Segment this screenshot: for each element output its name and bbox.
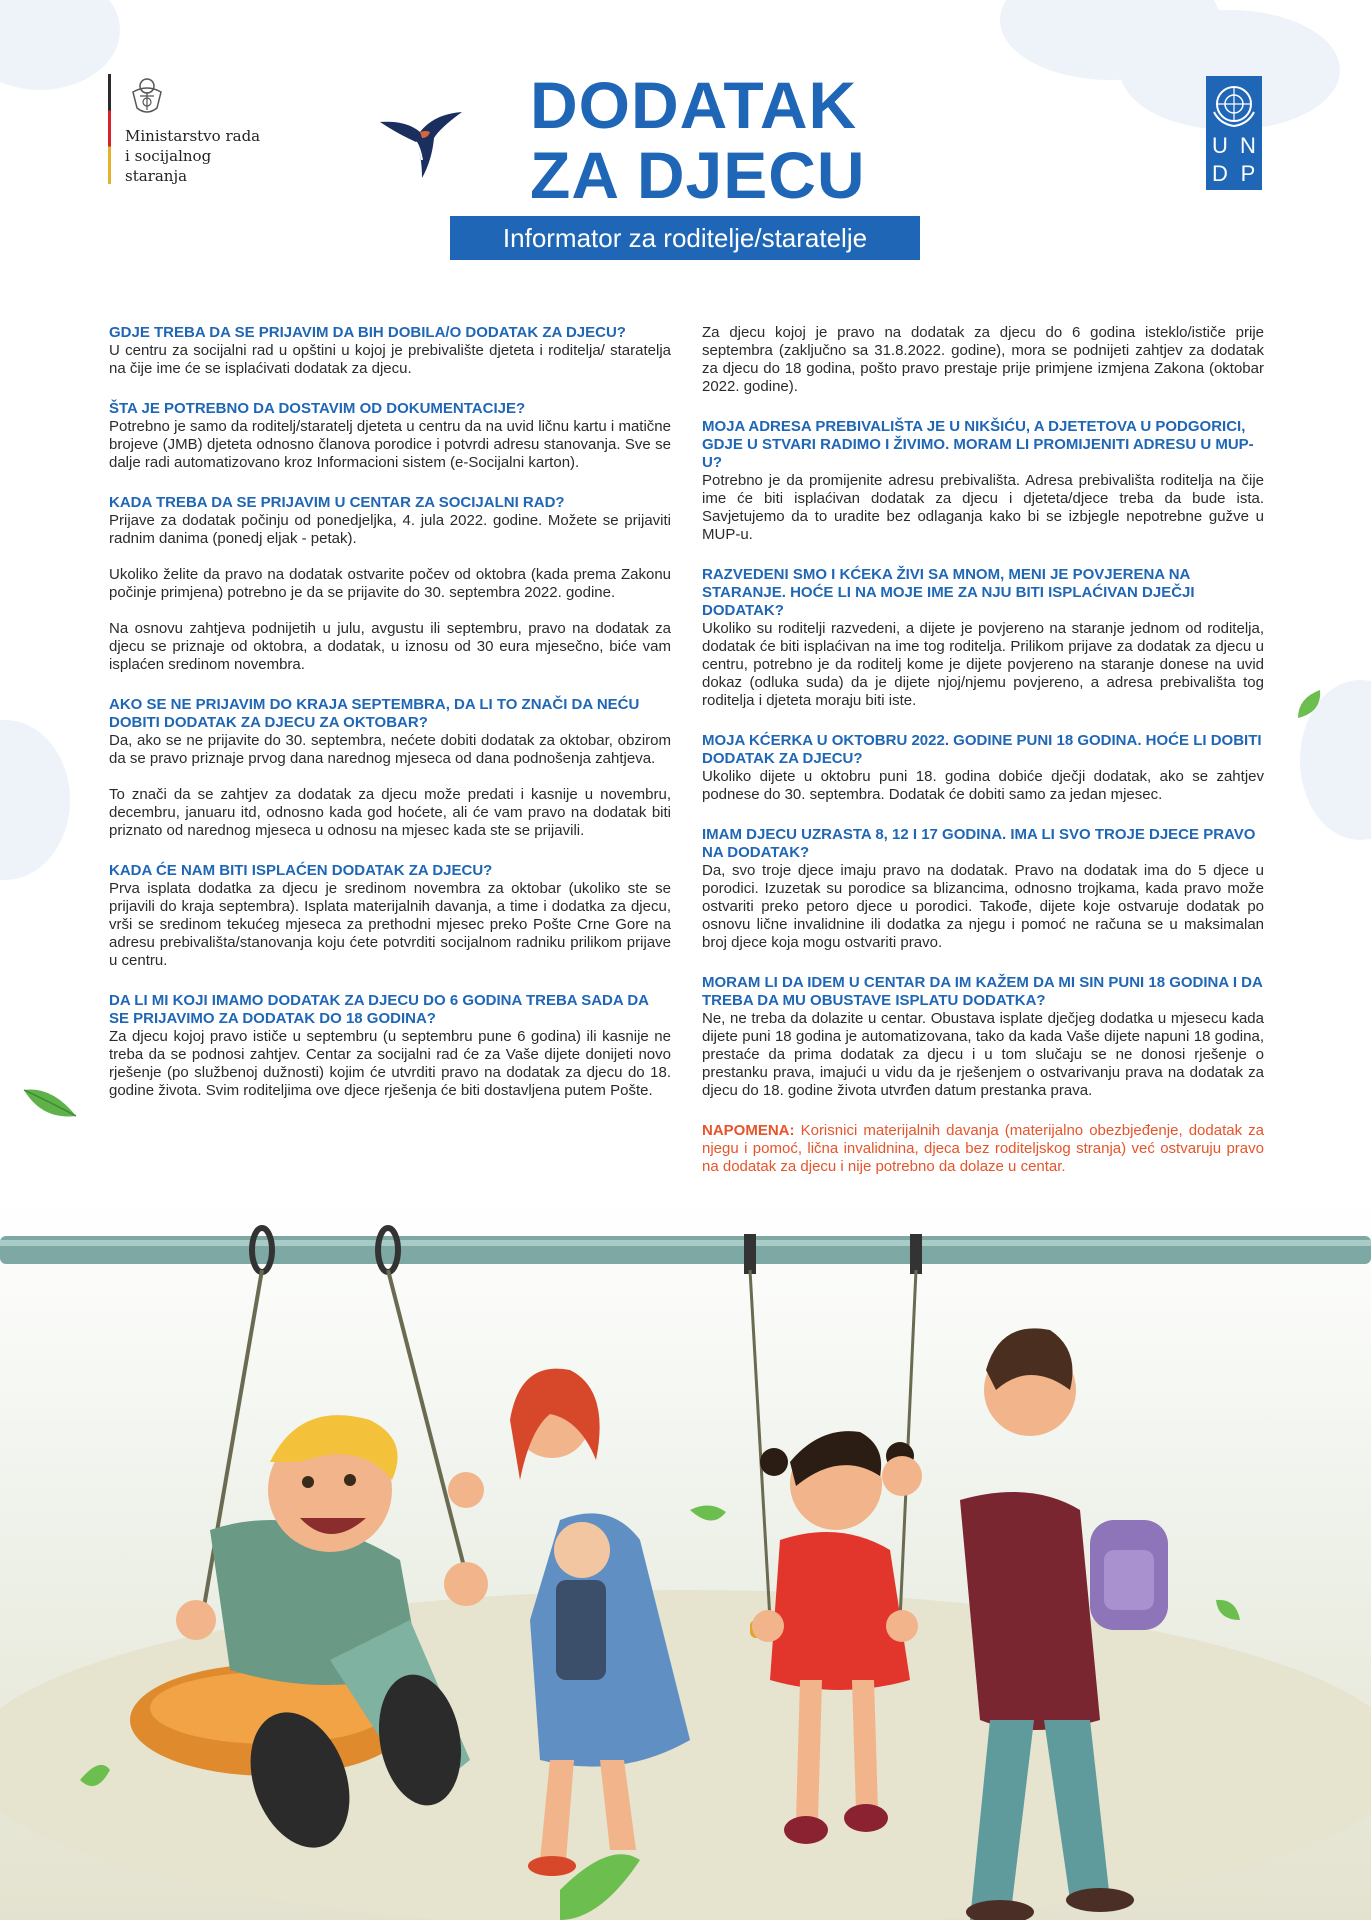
undp-letter: N xyxy=(1240,133,1256,158)
faq-answer: Na osnovu zahtjeva podnijetih u julu, avgustu ili septembru, pravo na dodatak za djecu se priznaje od oktobra, a dodatak, u iznosu od 30 eura mjesečno, biće vam isplaćen sredinom novembra. xyxy=(109,620,671,673)
faq-section xyxy=(702,826,1264,952)
faq-answer: Da, svo troje djece imaju pravo na dodatak. Pravo na dodatak ima do 5 djece u porodici. Izuzetak su porodice sa blizancima, odnosno trojkama, kada pravo može ostvariti preko petoro djece u porodici. Takođe, dijete koje ostvaruje dodatak po osnovu lične invalidnine ili dodatka za njegu i pomoć ne računa se u maksimalan broj djece koja mogu ostvariti pravo. xyxy=(702,862,1264,951)
faq-question: RAZVEDENI SMO I KĆEKA ŽIVI SA MNOM, MENI JE POVJERENA NA STARANJE. HOĆE LI NA MOJE IME ZA NJU BITI ISPLAĆIVAN DJEČJI DODATAK? xyxy=(702,566,1195,619)
faq-question: MOJA KĆERKA U OKTOBRU 2022. GODINE PUNI 18 GODINA. HOĆE LI DOBITI DODATAK ZA DJECU? xyxy=(702,732,1262,767)
faq-answer: Za djecu kojoj je pravo na dodatak za djecu do 6 godina isteklo/ističe prije septembra (zaključno sa 31.8.2022. godine), mora se podnijeti zahtjev za dodatak za djecu do 18 godina, pošto pravo prestaje prije primjene izmjena Zakona (oktobar 2022. godine). xyxy=(702,324,1264,395)
faq-question: GDJE TREBA DA SE PRIJAVIM DA BIH DOBILA/O DODATAK ZA DJECU? xyxy=(109,324,626,341)
faq-section xyxy=(109,494,671,674)
undp-letter: P xyxy=(1240,161,1256,186)
faq-section xyxy=(702,324,1264,396)
faq-answer: Potrebno je da promijenite adresu prebivališta. Adresa prebivališta roditelja na čije ime će biti isplaćivan dodatak za djecu i djeteta/djece treba da bude ista. Savjetujemo da to uradite bez odlaganja kako bi se izbjegle nepotrebne gužve u MUP-u. xyxy=(702,472,1264,543)
ministry-name: Ministarstvo rada i socijalnog staranja xyxy=(125,127,261,185)
left-column xyxy=(109,324,671,1122)
faq-section xyxy=(109,992,671,1100)
title-line-2: ZA DJECU xyxy=(530,138,866,212)
faq-section xyxy=(109,862,671,970)
faq-section xyxy=(109,400,671,472)
note-label: NAPOMENA: xyxy=(702,1122,795,1139)
faq-section xyxy=(109,696,671,840)
undp-logo xyxy=(1206,76,1262,190)
leaf-icon xyxy=(22,1086,78,1120)
family-swing-illustration xyxy=(0,1200,1371,1920)
faq-answer: Ukoliko želite da pravo na dodatak ostvarite počev od oktobra (kada prema Zakonu počinje primjena) potrebno je da se prijavite do 30. septembra 2022. godine. xyxy=(109,566,671,601)
faq-answer: Ukoliko su roditelji razvedeni, a dijete je povjereno na staranje jednom od roditelja, dodatak će biti isplaćivan na ime tog roditelja. Prilikom prijave za dodatak za djecu u centru, potrebno je da roditelj kome je dijete povjereno na staranje donese na uvid dokaz (odluka suda) da je dijete njoj/njemu povjereno, a adresa prebivališta tog roditelja i djeteta moraju biti iste. xyxy=(702,620,1264,709)
note-text: Korisnici materijalnih davanja (materijalno obezbjeđenje, dodatak za njegu i pomoć, lična invalidnina, djeca bez roditeljskog stranja) već ostvaruju pravo na dodatak za djecu i nije potrebno da dolaze u centar. xyxy=(702,1122,1264,1175)
note-block xyxy=(702,1122,1264,1176)
un-globe-icon xyxy=(1206,76,1262,132)
cloud-decoration xyxy=(0,0,120,90)
faq-answer: Prva isplata dodatka za djecu je sredinom novembra za oktobar (ukoliko ste se prijavili do kraja septembra). Isplata materijalnih davanja, a time i dodatka za djecu, vrši se sredinom tekućeg mjeseca za prethodni mjesec preko Pošte Crne Gore na adresu prebivališta/stanovanja koju ćete potvrditi socijalnom radniku prilikom prijave u centru. xyxy=(109,880,671,969)
faq-section xyxy=(702,732,1264,804)
undp-letter: D xyxy=(1212,161,1228,186)
swallow-bird-icon xyxy=(376,108,466,180)
faq-section xyxy=(702,566,1264,710)
faq-question: DA LI MI KOJI IMAMO DODATAK ZA DJECU DO 6 GODINA TREBA SADA DA SE PRIJAVIMO ZA DODATAK DO 18 GODINA? xyxy=(109,992,649,1027)
subtitle-banner: Informator za roditelje/staratelje xyxy=(450,216,920,260)
faq-answer: Za djecu kojoj pravo ističe u septembru (u septembru pune 6 godina) ili kasnije ne treba da se podnosi zahtjev. Centar za socijalni rad će za Vaše dijete donijeti novo rješenje (po službenoj dužnosti) kojim će utvrditi pravo na dodatak za djecu do 18. godine života. Svim roditeljima ove djece rješenja će biti dostavljena putem Pošte. xyxy=(109,1028,671,1099)
faq-answer: To znači da se zahtjev za dodatak za djecu može predati i kasnije u novembru, decembru, januaru itd, odnosno kada god hoćete, ali će vam pravo na dodatak biti priznato od narednog mjeseca u odnosu na mjesec kada ste se prijavili. xyxy=(109,786,671,839)
faq-answer: Potrebno je samo da roditelj/staratelj djeteta u centru da na uvid ličnu kartu i matične brojeve (JMB) djeteta odnosno članova porodice i potvrdi adresu stanovanja. Sve se dalje radi automatizovano kroz Informacioni sistem (e-Socijalni karton). xyxy=(109,418,671,471)
faq-section xyxy=(702,974,1264,1100)
faq-question: AKO SE NE PRIJAVIM DO KRAJA SEPTEMBRA, DA LI TO ZNAČI DA NEĆU DOBITI DODATAK ZA DJECU ZA OKTOBAR? xyxy=(109,696,640,731)
faq-section xyxy=(109,324,671,378)
faq-answer: U centru za socijalni rad u opštini u kojoj je prebivalište djeteta i roditelja/ staratelja na čije ime će se isplaćivati dodatak za djecu. xyxy=(109,342,671,377)
page-title xyxy=(530,70,866,210)
faq-section xyxy=(702,418,1264,544)
faq-question: ŠTA JE POTREBNO DA DOSTAVIM OD DOKUMENTACIJE? xyxy=(109,400,526,417)
ministry-logo xyxy=(108,74,265,186)
faq-answer: Ne, ne treba da dolazite u centar. Obustava isplate dječjeg dodatka u mjesecu kada dijete puni 18 godina je automatizovana, tako da kada Vaše dijete napuni 18 godina, prestaće da prima dodatak za djecu i u tom slučaju se ne donosi rješenje o prestanku prava, imajući u vidu da je rješenjem o ostvarivanju prava na dodatak za djecu do 18. godine života utvrđen datum prestanka prava. xyxy=(702,1010,1264,1099)
faq-answer: Ukoliko dijete u oktobru puni 18. godina dobiće dječji dodatak, ako se zahtjev podnese do 30. septembra. Dodatak će dobiti samo za jedan mjesec. xyxy=(702,768,1264,803)
faq-answer: Prijave za dodatak počinju od ponedjeljka, 4. jula 2022. godine. Možete se prijaviti radnim danima (ponedj eljak - petak). xyxy=(109,512,671,547)
title-line-1: DODATAK xyxy=(530,68,858,142)
faq-answer: Da, ako se ne prijavite do 30. septembra, nećete dobiti dodatak za oktobar, obzirom da se pravo priznaje prvog dana narednog mjeseca od dana podnošenja zahtjeva. xyxy=(109,732,671,767)
leaf-icon xyxy=(1296,688,1322,720)
cloud-decoration xyxy=(0,720,70,880)
faq-question: IMAM DJECU UZRASTA 8, 12 I 17 GODINA. IMA LI SVO TROJE DJECE PRAVO NA DODATAK? xyxy=(702,826,1256,861)
undp-letter: U xyxy=(1212,133,1228,158)
right-column xyxy=(702,324,1264,1198)
faq-question: KADA TREBA DA SE PRIJAVIM U CENTAR ZA SOCIJALNI RAD? xyxy=(109,494,565,511)
faq-question: MOJA ADRESA PREBIVALIŠTA JE U NIKŠIĆU, A DJETETOVA U PODGORICI, GDJE U STVARI RADIMO I ŽIVIMO. MORAM LI PROMIJENITI ADRESU U MUP-U? xyxy=(702,418,1254,471)
coat-of-arms-icon xyxy=(127,74,167,118)
faq-question: MORAM LI DA IDEM U CENTAR DA IM KAŽEM DA MI SIN PUNI 18 GODINA I DA TREBA DA MU OBUSTAVE ISPLATU DODATKA? xyxy=(702,974,1263,1009)
faq-question: KADA ĆE NAM BITI ISPLAĆEN DODATAK ZA DJECU? xyxy=(109,862,493,879)
flag-bar xyxy=(108,74,111,184)
